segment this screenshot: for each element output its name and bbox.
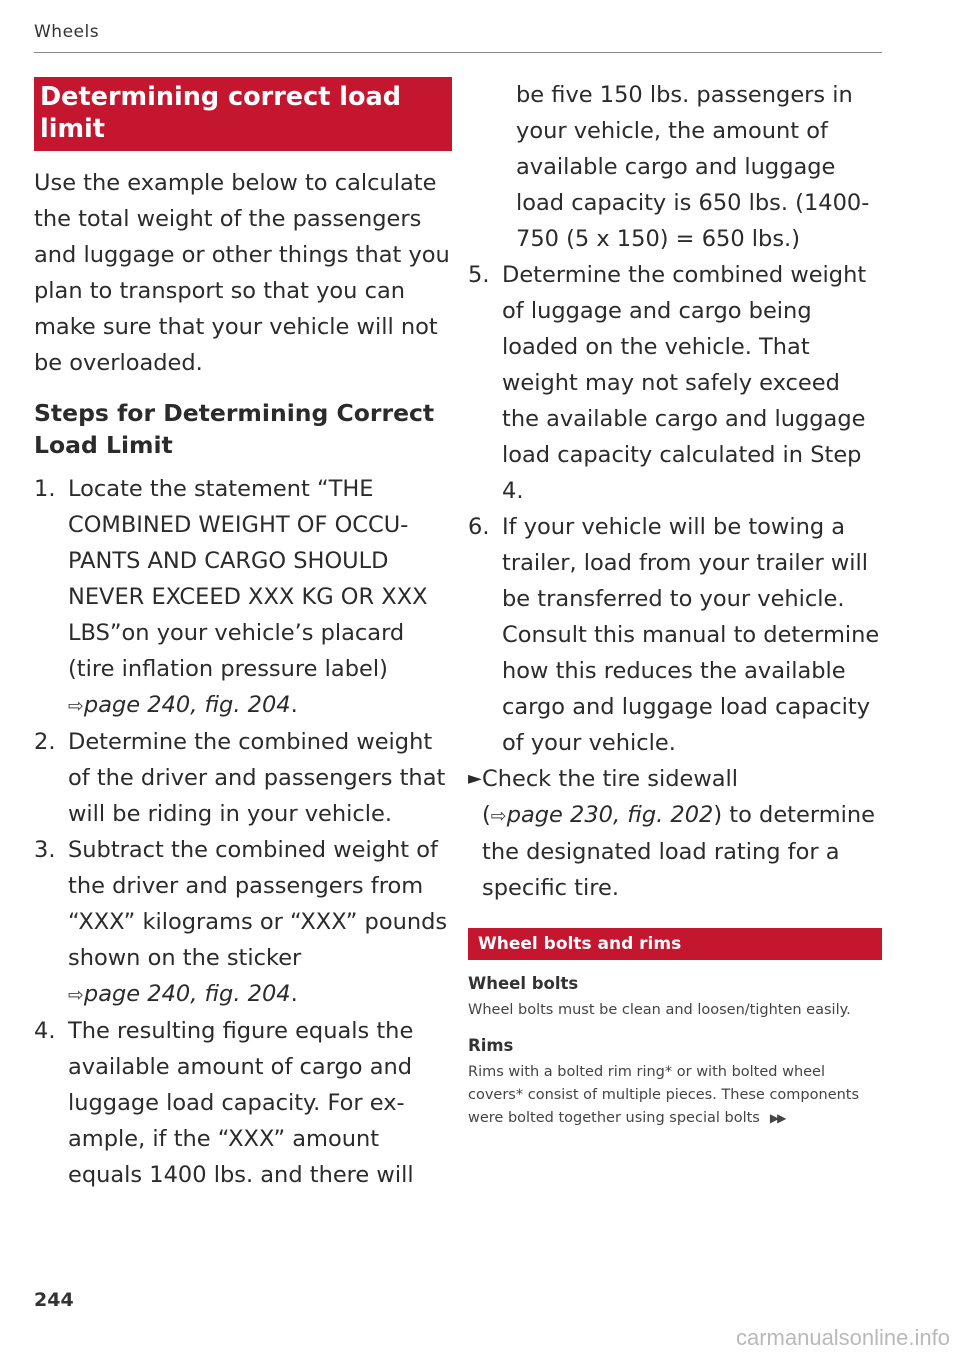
page-reference-link[interactable]: page 230, fig. 202 — [506, 802, 714, 828]
rims-text-paragraph — [468, 1061, 882, 1130]
step-item — [34, 724, 452, 832]
continued-arrow-icon: ▶▶ — [769, 1111, 785, 1125]
step-text: The resulting figure equals the available amount of cargo and luggage load capacity. For example, if the “XXX” amount equals 1400 lbs. and there will — [68, 1018, 414, 1188]
check-text-after: ) to determine the designated load rating for a specific tire. — [482, 802, 875, 901]
triangle-bullet-icon: ► — [468, 768, 482, 789]
steps-list — [34, 471, 452, 1193]
wheel-bolts-section-title: Wheel bolts and rims — [468, 928, 882, 960]
steps-subheading: Steps for Determining Correct Load Limit — [34, 399, 435, 459]
steps-list-continued — [468, 257, 882, 761]
step-number: 2. — [34, 729, 56, 755]
reference-arrow-icon: ⇨ — [490, 805, 507, 827]
check-instruction — [468, 761, 882, 906]
step-text: If your vehicle will be towing a trailer, load from your trailer will be transferred to your vehicle. Consult this manual to determine how this reduces the available cargo and luggage load capacity of your vehicle. — [502, 514, 880, 756]
header-rule — [34, 52, 882, 53]
step-item — [34, 832, 452, 1013]
check-open-paren: ( — [482, 802, 491, 828]
step-item — [34, 471, 452, 724]
watermark: carmanualsonline.info — [735, 1325, 950, 1350]
rims-heading: Rims — [468, 1036, 514, 1055]
wheel-bolts-text: Wheel bolts must be clean and loosen/tighten easily. — [468, 1002, 851, 1018]
running-header: Wheels — [34, 22, 100, 42]
page-reference-link[interactable]: page 240, fig. 204 — [83, 692, 291, 718]
step-number: 4. — [34, 1018, 56, 1044]
reference-arrow-icon: ⇨ — [68, 695, 84, 717]
step-text: Locate the statement “THE COMBINED WEIGHT OF OCCUPANTS AND CARGO SHOULD NEVER EXCEED XXX KG OR XXX LBS”on your vehicle’s placard (tire inflation pressure label) — [68, 476, 428, 682]
step-text: Subtract the combined weight of the driver and passengers from “XXX” kilograms or “XXX” pounds shown on the sticker — [68, 837, 448, 971]
wheel-bolts-heading: Wheel bolts — [468, 974, 579, 993]
step-number: 3. — [34, 837, 56, 863]
step-number: 1. — [34, 476, 56, 502]
step-item — [468, 257, 882, 509]
step-item — [34, 1013, 452, 1193]
step-item — [468, 509, 882, 761]
page-number: 244 — [34, 1289, 74, 1311]
intro-paragraph: Use the example below to calculate the total weight of the passengers and luggage or other things that you plan to transport so that you can make sure that your vehicle will not be overloaded. — [34, 170, 450, 376]
step-tail: . — [290, 692, 298, 718]
section-title: Determining correct load limit — [34, 77, 452, 151]
step-text: Determine the combined weight of the driver and passengers that will be riding in your vehicle. — [68, 729, 446, 827]
left-column — [34, 77, 452, 1193]
right-column — [468, 77, 882, 1130]
rims-text: Rims with a bolted rim ring* or with bolted wheel covers* consist of multiple pieces. These components were bolted together using special bolts — [468, 1064, 860, 1126]
step-number: 5. — [468, 262, 490, 288]
step-number: 6. — [468, 514, 490, 540]
step4-continuation: be five 150 lbs. passengers in your vehicle, the amount of available cargo and luggage load capacity is 650 lbs. (1400-750 (5 x 150) = 650 lbs.) — [516, 82, 870, 252]
check-text-before: Check the tire sidewall — [482, 766, 739, 792]
step-text: Determine the combined weight of luggage and cargo being loaded on the vehicle. That weight may not safely exceed the available cargo and luggage load capacity calculated in Step 4. — [502, 262, 867, 504]
reference-arrow-icon: ⇨ — [68, 984, 84, 1006]
step-tail: . — [290, 981, 298, 1007]
page-reference-link[interactable]: page 240, fig. 204 — [83, 981, 291, 1007]
